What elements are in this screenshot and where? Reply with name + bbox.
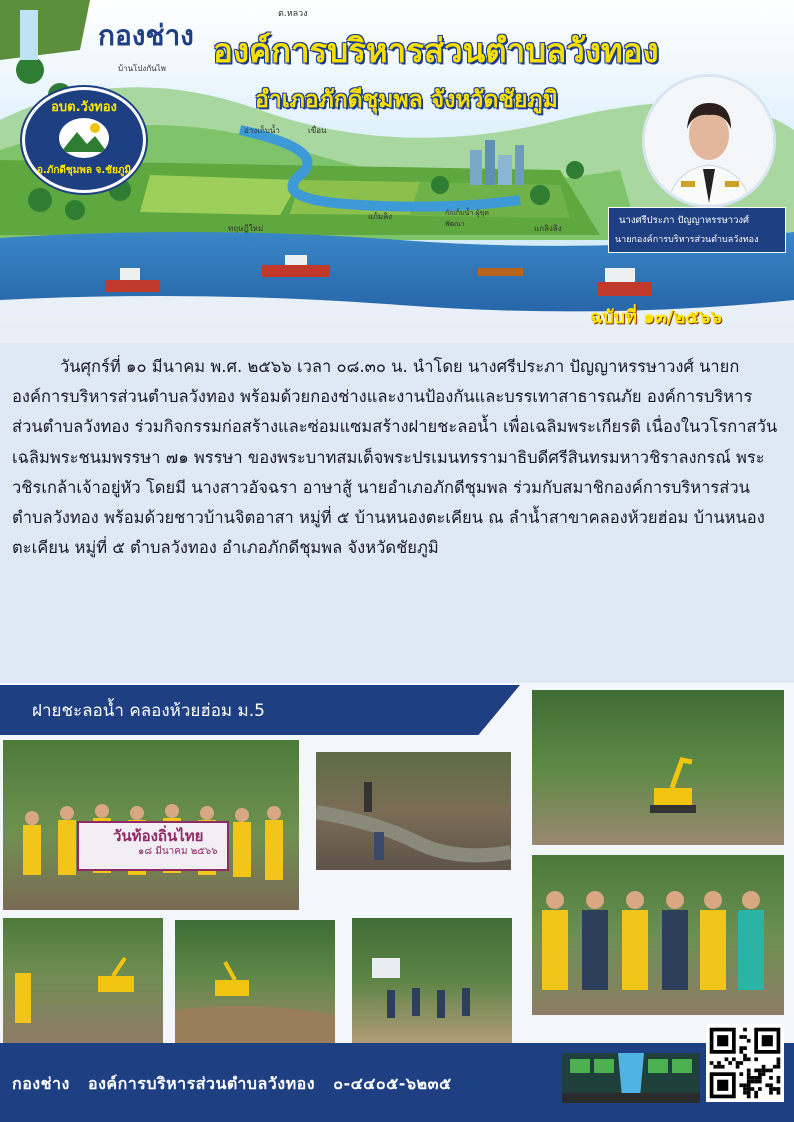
excavator-photo	[532, 690, 784, 845]
map-label: อ่างเก็บน้ำ	[244, 126, 280, 135]
person-portrait-image	[645, 77, 773, 205]
person-title: นายกองค์การบริหารส่วนตำบลวังทอง	[615, 235, 759, 245]
issue-number: ฉบับที่ ๑๓/๒๕๖๖	[590, 307, 722, 328]
banner-title: วันท้องถิ่นไทย	[113, 827, 204, 845]
org-seal	[22, 87, 146, 193]
banner-date: ๑๘ มีนาคม ๒๕๖๖	[138, 846, 218, 857]
footer-contact: กองช่าง องค์การบริหารส่วนตำบลวังทอง ๐-๔๔๐๕-๖๒๓๕	[12, 1074, 452, 1093]
map-label: ทฤษฎีใหม่	[228, 224, 264, 233]
volunteers-photo	[352, 918, 512, 1043]
header-banner	[0, 0, 794, 343]
qr-code[interactable]	[706, 1024, 784, 1102]
mountain-icon	[59, 118, 109, 158]
map-label: แกลิงลิง	[534, 224, 562, 233]
map-label: กักเก็บน้ำ ผู้ขุดพัฒนา	[445, 209, 489, 228]
gallery-caption: ฝายชะลอน้ำ คลองห้วยฮ่อม ม.5	[32, 701, 265, 721]
weir-illustration	[562, 1035, 700, 1105]
map-label: ต.หลวง	[278, 9, 308, 19]
excavator-stream-photo	[3, 918, 163, 1043]
excavator-river-photo	[175, 920, 335, 1043]
seal-top-text: อบต.วังทอง	[51, 100, 117, 115]
district-title: อำเภอภักดีชุมพล จังหวัดชัยภูมิ	[255, 87, 558, 113]
map-label: บ้านโปงกันไพ	[118, 64, 166, 73]
map-label: เขื่อน	[308, 126, 327, 135]
map-label: แก้มลิง	[368, 212, 393, 221]
group-photo	[3, 740, 299, 910]
person-name-box	[608, 207, 786, 253]
division-label: กองช่าง	[98, 19, 194, 52]
seal-bottom-text: อ.ภักดีชุมพล จ.ชัยภูมิ	[36, 165, 131, 176]
intro-paragraph: วันศุกร์ที่ ๑๐ มีนาคม พ.ศ. ๒๕๖๖ เวลา ๐๘.๓๐ น. นำโดย นางศรีประภา ปัญญาหรรษาวงศ์ นายกองค์การบริหารส่วนตำบลวังทอง พร้อมด้วยกองช่างและงานป้องกันและบรรเทาสาธารณภัย องค์การบริหารส่วนตำบลวังทอง ร่วมกิจกรรมก่อสร้างและซ่อมแซมสร้างฝายชะลอน้ำ เพื่อเฉลิมพระเกียรติ เนื่องในวโรกาสวันเฉลิมพระชนมพรรษา ๗๑ พรรษา ของพระบาทสมเด็จพระปรเมนทรรามาธิบดีศรีสินทรมหาวชิราลงกรณ์ พระวชิรเกล้าเจ้าอยู่หัว โดยมี นางสาวอัจฉรา อาษาสู้ นายอำเภอภักดีชุมพล ร่วมกับสมาชิกองค์การบริหารส่วนตำบลวังทอง พร้อมด้วยชาวบ้านจิตอาสา หมู่ที่ ๕ บ้านหนองตะเคียน ณ ลำน้ำสาขาคลองห้วยฮ่อม บ้านหนองตะเคียน หมู่ที่ ๕ ตำบลวังทอง อำเภอภักดีชุมพล จังหวัดชัยภูมิ	[12, 357, 778, 558]
officials-photo	[532, 855, 784, 1015]
portrait-frame	[642, 74, 776, 208]
person-name: นางศรีประภา ปัญญาหรรษาวงศ์	[619, 215, 750, 226]
stream-work-photo	[316, 752, 511, 870]
org-title: องค์การบริหารส่วนตำบลวังทอง	[213, 31, 659, 70]
intro-paragraph-box	[12, 352, 782, 563]
